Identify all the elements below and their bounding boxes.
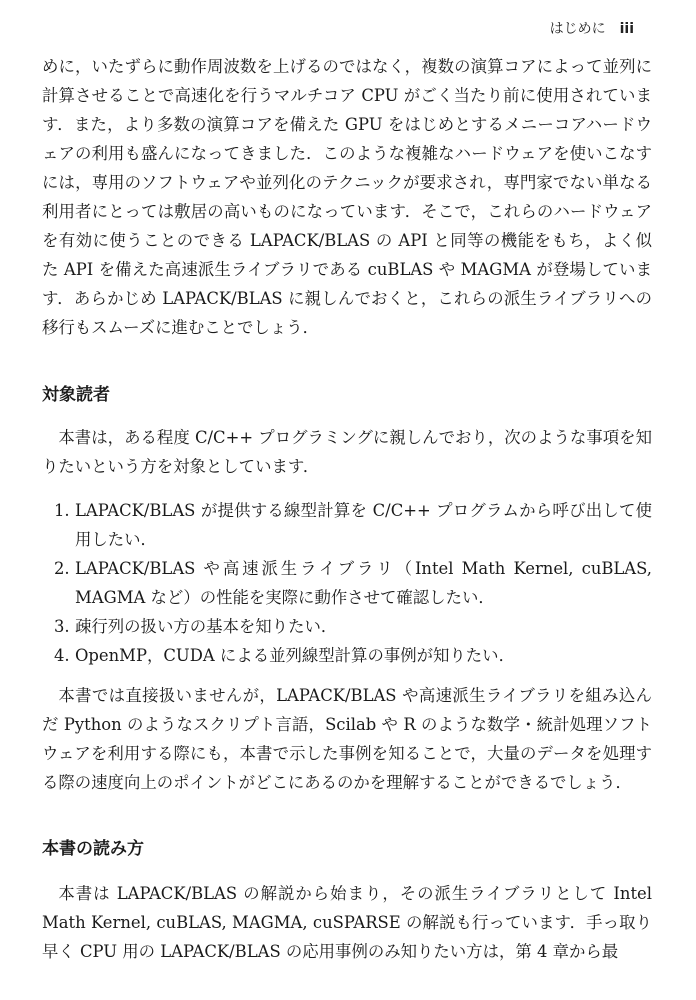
list-item-number: 3.: [54, 617, 70, 636]
target-readers-closing: 本書では直接扱いませんが，LAPACK/BLAS や高速派生ライブラリを組み込んだ Python のようなスクリプト言語，Scilab や R のような数学・統計処理ソフトウェアを利用する際にも，本書で示した事例を知ることで，大量のデータを処理する際の速度向上のポイントがどこにあるのかを理解することができるでしょう．: [42, 686, 652, 792]
running-header-section: はじめに: [549, 21, 606, 37]
list-item-text: LAPACK/BLAS が提供する線型計算を C/C++ プログラムから呼び出して使用したい．: [75, 501, 652, 549]
how-to-read-paragraph: 本書は LAPACK/BLAS の解説から始まり，その派生ライブラリとして Intel Math Kernel, cuBLAS, MAGMA, cuSPARSE の解説も行っています．手っ取り早く CPU 用の LAPACK/BLAS の応用事例のみ知りたい方は，第 4 章から最: [42, 884, 652, 961]
list-item-text: OpenMP，CUDA による並列線型計算の事例が知りたい．: [75, 646, 515, 665]
list-item-number: 4.: [54, 646, 70, 665]
list-item-text: LAPACK/BLAS や高速派生ライブラリ（Intel Math Kernel, cuBLAS, MAGMA など）の性能を実際に動作させて確認したい．: [75, 559, 652, 607]
list-item: [42, 612, 652, 641]
section-heading-target-readers: 対象読者: [42, 385, 110, 405]
list-item: [42, 496, 652, 554]
reader-requirements-list: [42, 496, 652, 670]
running-header: [550, 18, 634, 38]
list-item: [42, 641, 652, 670]
page-number: iii: [619, 21, 634, 37]
target-readers-lead: 本書は，ある程度 C/C++ プログラミングに親しんでおり，次のような事項を知りたいという方を対象としています．: [42, 428, 652, 476]
list-item: [42, 554, 652, 612]
section-heading-how-to-read: 本書の読み方: [42, 839, 144, 859]
intro-paragraph: めに，いたずらに動作周波数を上げるのではなく，複数の演算コアによって並列に計算させることで高速化を行うマルチコア CPU がごく当たり前に使用されています．また，より多数の演算コアを備えた GPU をはじめとするメニーコアハードウェアの利用も盛んになってきました．このような複雑なハードウェアを使いこなすには，専用のソフトウェアや並列化のテクニックが要求され，専門家でない単なる利用者にとっては敷居の高いものになっています．そこで，これらのハードウェアを有効に使うことのできる LAPACK/BLAS の API と同等の機能をもち，よく似た API を備えた高速派生ライブラリである cuBLAS や MAGMA が登場しています．あらかじめ LAPACK/BLAS に親しんでおくと，これらの派生ライブラリへの移行もスムーズに進むことでしょう．: [42, 57, 652, 337]
list-item-number: 1.: [54, 501, 70, 520]
list-item-number: 2.: [54, 559, 70, 578]
list-item-text: 疎行列の扱い方の基本を知りたい．: [75, 617, 338, 636]
